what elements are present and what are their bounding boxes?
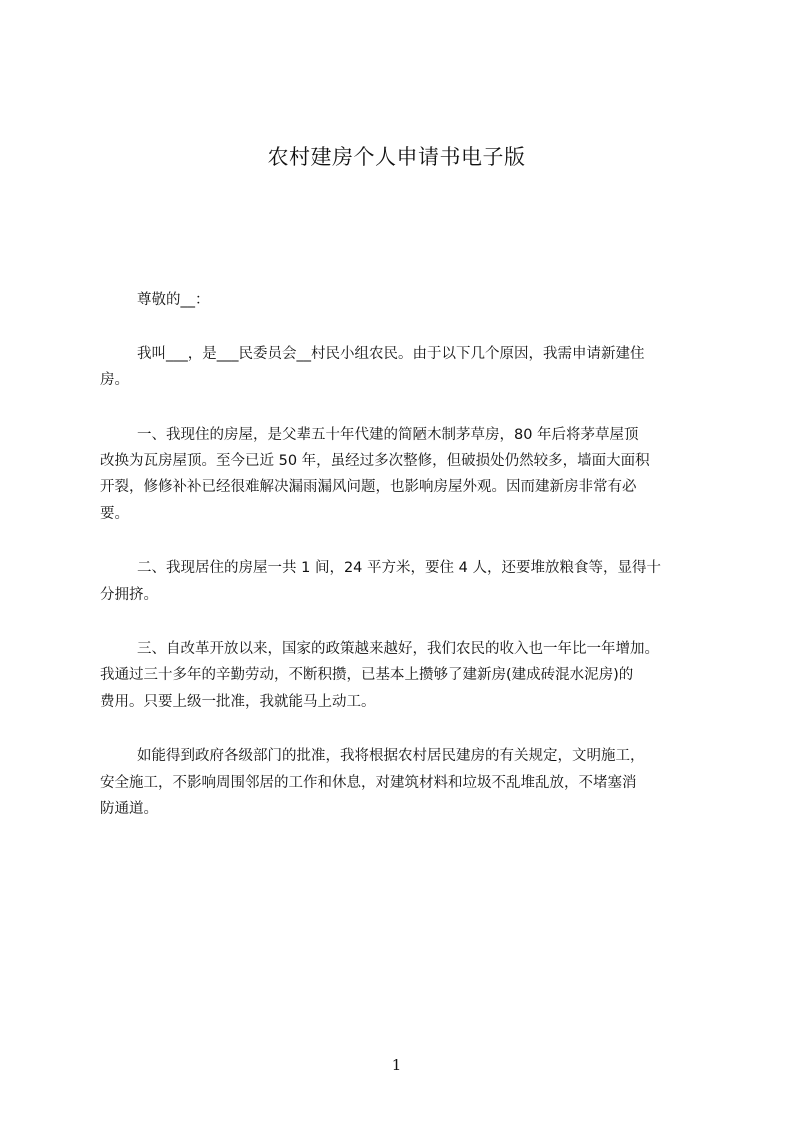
paragraph-line: 要。 xyxy=(100,506,129,522)
salutation: 尊敬的__： xyxy=(137,292,210,308)
paragraph-line: 我叫___，是___民委员会__村民小组农民。由于以下几个原因，我需申请新建住 xyxy=(137,346,645,362)
paragraph-line: 费用。只要上级一批准，我就能马上动工。 xyxy=(100,694,376,710)
paragraph-line: 三、自改革开放以来，国家的政策越来越好，我们农民的收入也一年比一年增加。 xyxy=(137,641,659,657)
document-title: 农村建房个人申请书电子版 xyxy=(267,145,526,169)
page-number: 1 xyxy=(391,1056,402,1074)
paragraph-line: 防通道。 xyxy=(100,801,158,817)
paragraph-line: 改换为瓦房屋顶。至今已近 50 年，虽经过多次整修，但破损处仍然较多，墙面大面积 xyxy=(100,453,650,469)
paragraph-line: 分拥挤。 xyxy=(100,587,158,603)
paragraph-line: 一、我现住的房屋，是父辈五十年代建的简陋木制茅草房，80 年后将茅草屋顶 xyxy=(137,427,639,443)
paragraph-line: 开裂，修修补补已经很难解决漏雨漏风问题，也影响房屋外观。因而建新房非常有必 xyxy=(100,479,637,495)
paragraph-line: 安全施工，不影响周围邻居的工作和休息，对建筑材料和垃圾不乱堆乱放，不堵塞消 xyxy=(100,775,637,791)
paragraph-line: 房。 xyxy=(100,372,129,388)
paragraph-line: 如能得到政府各级部门的批准，我将根据农村居民建房的有关规定，文明施工， xyxy=(137,748,645,764)
paragraph-line: 二、我现居住的房屋一共 1 间，24 平方米，要住 4 人，还要堆放粮食等，显得十 xyxy=(137,560,661,576)
paragraph-line: 我通过三十多年的辛勤劳动，不断积攒，已基本上攒够了建新房(建成砖混水泥房)的 xyxy=(100,667,634,683)
